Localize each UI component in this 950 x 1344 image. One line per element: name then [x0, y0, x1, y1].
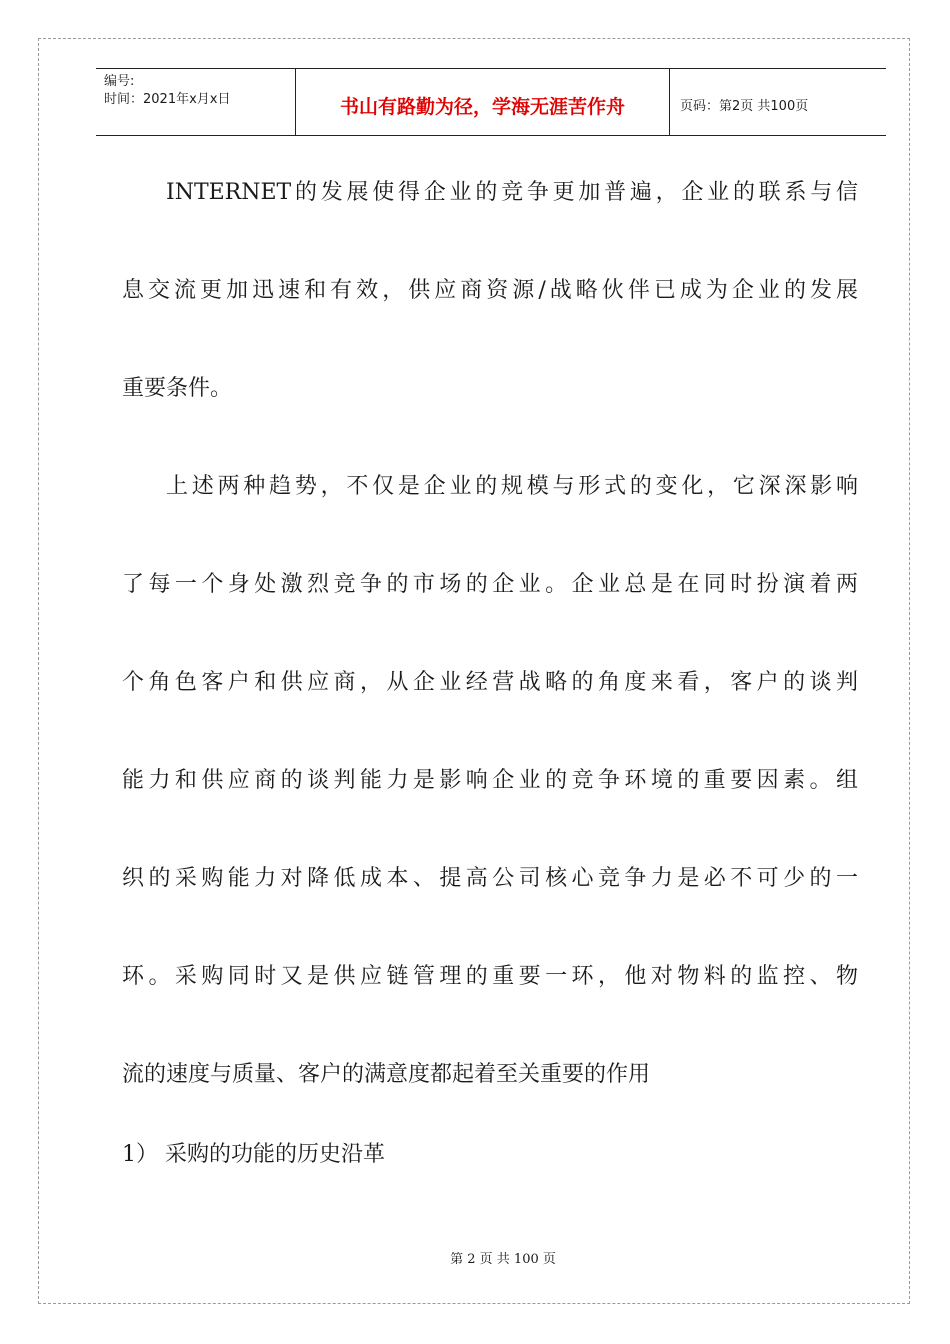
page-header — [96, 68, 886, 136]
paragraph-line: 环。采购同时又是供应链管理的重要一环，他对物料的监控、物 — [122, 964, 858, 989]
paragraph-line: 织的采购能力对降低成本、提高公司核心竞争力是必不可少的一 — [122, 866, 858, 891]
section-heading: 1） 采购的功能的历史沿革 — [122, 1142, 385, 1167]
page-footer: 第 2 页 共 100 页 — [450, 1252, 556, 1267]
paragraph-line: 个角色客户和供应商，从企业经营战略的角度来看，客户的谈判 — [122, 670, 858, 695]
paragraph-line: INTERNET的发展使得企业的竞争更加普遍，企业的联系与信 — [166, 180, 858, 205]
paragraph-line: 息交流更加迅速和有效，供应商资源/战略伙伴已成为企业的发展 — [122, 278, 858, 303]
document-body — [122, 170, 858, 1212]
header-meta — [96, 69, 296, 135]
paragraph-line: 重要条件。 — [122, 376, 233, 401]
header-motto: 书山有路勤为径，学海无涯苦作舟 — [296, 69, 670, 135]
paragraph-line: 上述两种趋势，不仅是企业的规模与形式的变化，它深深影响 — [166, 474, 858, 499]
paragraph-line: 了每一个身处激烈竞争的市场的企业。企业总是在同时扮演着两 — [122, 572, 858, 597]
paragraph-line: 能力和供应商的谈判能力是影响企业的竞争环境的重要因素。组 — [122, 768, 858, 793]
paragraph-line: 流的速度与质量、客户的满意度都起着至关重要的作用 — [122, 1062, 651, 1087]
header-page-info: 页码：第2页 共100页 — [680, 98, 809, 114]
document-number-label: 编号: — [104, 74, 135, 89]
document-time-label: 时间：2021年x月x日 — [104, 92, 231, 107]
